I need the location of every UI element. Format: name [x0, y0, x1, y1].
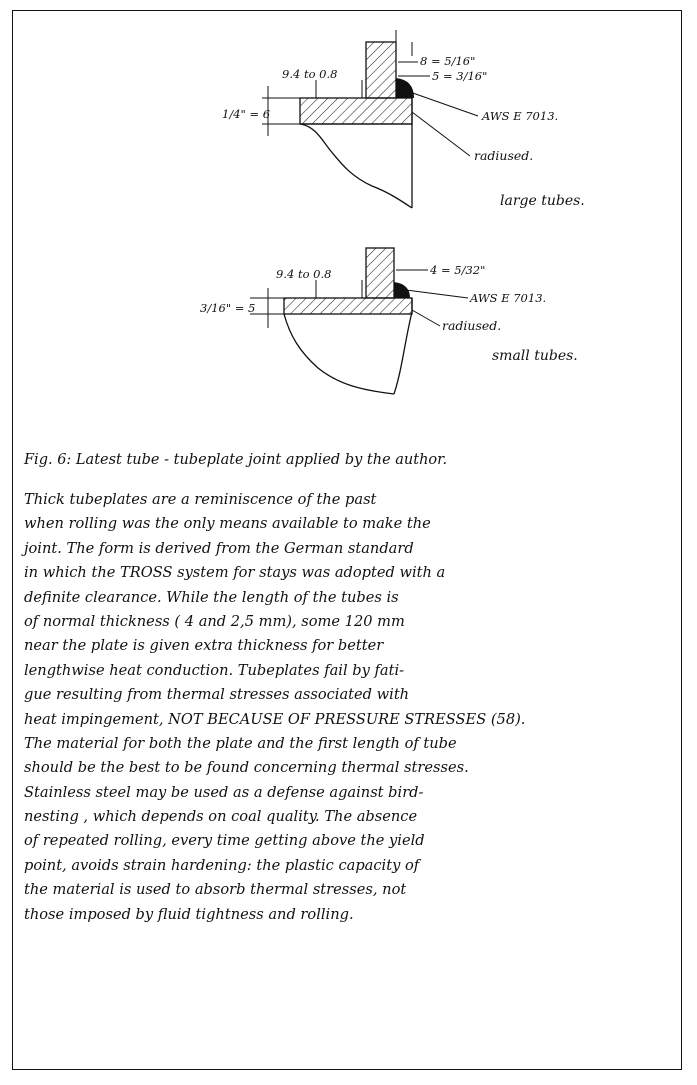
small-plate-strip: [284, 298, 412, 314]
large-tubes-title: large tubes.: [500, 193, 585, 209]
large-weld-label: AWS E 7013.: [482, 109, 559, 123]
small-tubes-drawing: [200, 248, 578, 394]
body-line: of repeated rolling, every time getting above the yield: [24, 832, 425, 850]
body-line: near the plate is given extra thickness for better: [24, 637, 384, 655]
body-line: definite clearance. While the length of the tubes is: [24, 588, 399, 606]
body-text: [24, 488, 664, 927]
joint-drawings: [0, 0, 697, 460]
small-tubes-title: small tubes.: [492, 348, 578, 364]
small-dim-4: 4 = 5/32": [430, 263, 486, 277]
body-line: joint. The form is derived from the German standard: [24, 539, 414, 557]
small-radiused-label: radiused.: [442, 318, 502, 333]
body-line: nesting , which depends on coal quality. The absence: [24, 808, 418, 826]
body-line: The material for both the plate and the first length of tube: [24, 734, 457, 752]
large-dim-8: 8 = 5/16": [420, 54, 476, 68]
large-dim-quarter: 1/4" = 6: [222, 107, 271, 121]
body-line: those imposed by fluid tightness and rolling.: [24, 905, 354, 923]
small-dim-94: 9.4 to 0.8: [276, 267, 332, 281]
small-dim-3-16: 3/16" = 5: [200, 301, 256, 315]
large-plate-strip: [300, 98, 412, 124]
body-line: lengthwise heat conduction. Tubeplates fail by fati-: [24, 661, 405, 679]
body-line: of normal thickness ( 4 and 2,5 mm), some 120 mm: [24, 612, 405, 630]
body-line: the material is used to absorb thermal stresses, not: [24, 881, 407, 899]
body-line: gue resulting from thermal stresses associated with: [24, 686, 410, 704]
large-radiused-label: radiused.: [474, 148, 534, 163]
large-dim-94: 9.4 to 0.8: [282, 67, 338, 81]
body-line: point, avoids strain hardening: the plastic capacity of: [24, 856, 420, 874]
body-line: Stainless steel may be used as a defense against bird-: [24, 783, 424, 801]
large-tubes-drawing: [222, 30, 585, 209]
body-line: Thick tubeplates are a reminiscence of the past: [24, 491, 377, 508]
large-tube-wall: [366, 42, 396, 98]
large-dim-5: 5 = 3/16": [432, 69, 488, 83]
body-line: heat impingement, NOT BECAUSE OF PRESSURE STRESSES (58).: [24, 710, 526, 728]
figure-caption: Fig. 6: Latest tube - tubeplate joint applied by the author.: [24, 452, 448, 468]
large-weld-bead: [396, 78, 414, 98]
small-weld-label: AWS E 7013.: [470, 291, 547, 305]
body-line: should be the best to be found concerning thermal stresses.: [24, 759, 469, 777]
small-tube-wall: [366, 248, 394, 298]
body-line: when rolling was the only means available to make the: [24, 515, 431, 533]
body-line: in which the TROSS system for stays was adopted with a: [24, 564, 446, 582]
